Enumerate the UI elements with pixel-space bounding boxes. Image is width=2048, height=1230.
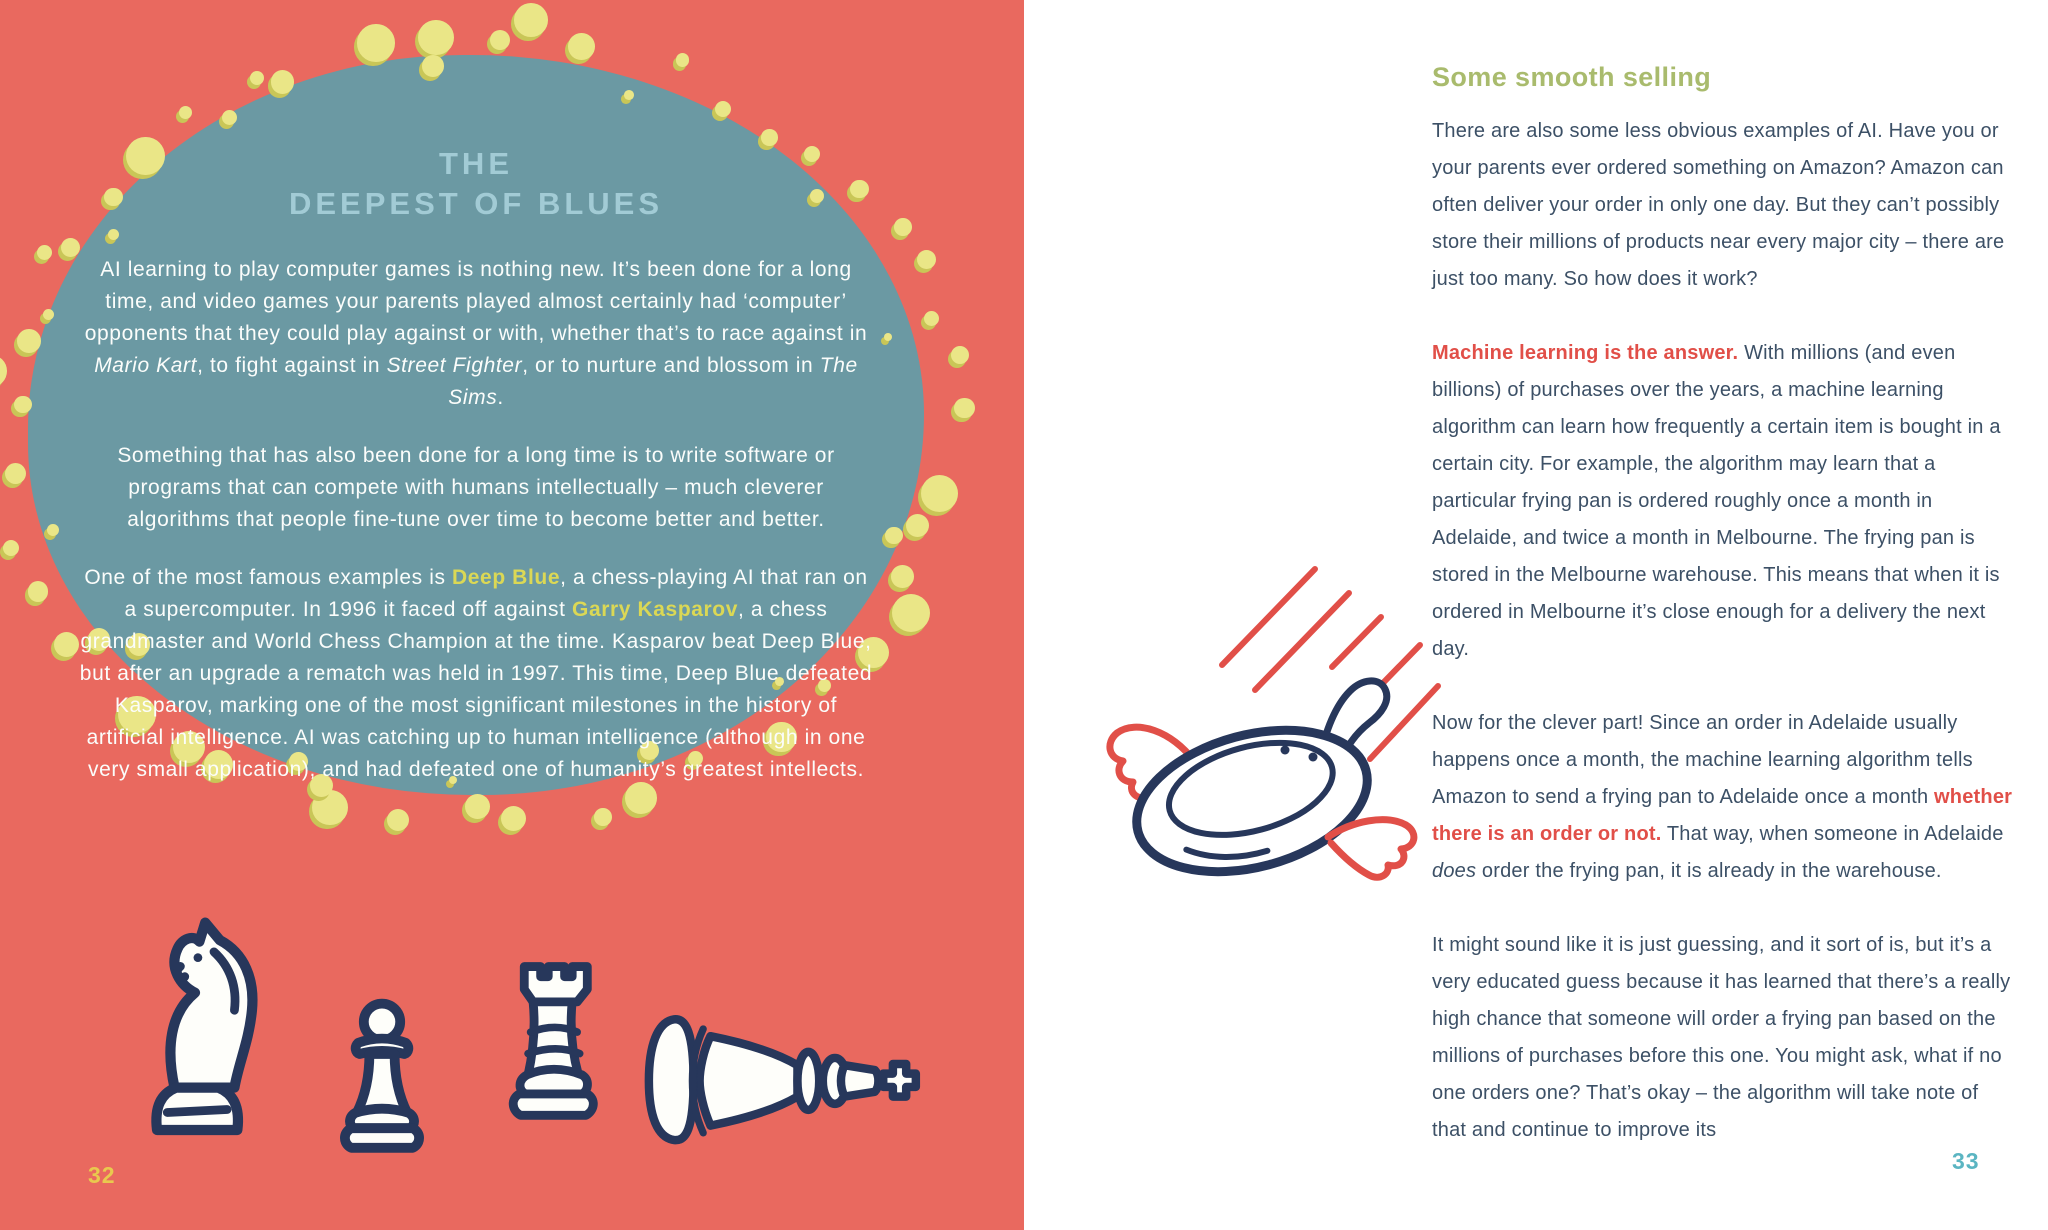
decorative-dot — [917, 250, 936, 269]
text-run: AI learning to play computer games is nothing new. It’s been done for a long time, and video games your parents played almost certainly had ‘computer’ opponents that they could play against or with, whether that’s to race against in — [84, 258, 868, 345]
decorative-dot — [37, 245, 52, 260]
decorative-dot — [906, 514, 929, 537]
emphasized-text: Deep Blue — [452, 566, 561, 589]
decorative-dot — [418, 20, 453, 55]
text-run: Now for the clever part! Since an order in Adelaide usually happens once a month, the machine learning algorithm tells Amazon to send a frying pan to Adelaide once a month — [1432, 712, 1973, 808]
decorative-dot — [568, 33, 595, 60]
decorative-dot — [422, 55, 444, 77]
paragraph — [76, 562, 876, 786]
emphasized-text: The Sims — [448, 354, 858, 409]
speed-line — [1332, 617, 1381, 667]
emphasized-text: Garry Kasparov — [572, 598, 739, 621]
emphasized-text: whether there is an order or not. — [1432, 786, 2013, 845]
decorative-dot — [5, 463, 26, 484]
decorative-dot — [885, 527, 902, 544]
text-run: , a chess grandmaster and World Chess Champion at the time. Kasparov beat Deep Blue, but after an upgrade a rematch was held in 1997. This time, Deep Blue defeated Kasparov, marking one of the most significant milestones in the history of artificial intelligence. AI was catching up to human intelligence (although in one very small application), and had defeated one of humanity’s greatest intellects. — [79, 598, 873, 781]
paragraph — [1432, 335, 2014, 668]
page-number-left: 32 — [88, 1162, 116, 1188]
pawn-chess-piece-illustration — [326, 998, 438, 1159]
emphasized-text: does — [1432, 860, 1477, 882]
page-number-right: 33 — [1952, 1148, 1980, 1174]
text-run: order the frying pan, it is already in the warehouse. — [1476, 860, 1942, 882]
paragraph — [1432, 113, 2014, 298]
decorative-dot — [28, 581, 49, 602]
decorative-dot — [924, 311, 939, 326]
decorative-dot — [892, 594, 930, 632]
decorative-dot — [271, 70, 294, 93]
decorative-dot — [594, 808, 612, 826]
article — [76, 118, 876, 786]
text-run: , or to nurture and blossom in — [522, 354, 820, 377]
flying-frying-pan-illustration — [1072, 553, 1454, 899]
text-run: That way, when someone in Adelaide — [1661, 823, 2004, 845]
decorative-dot — [921, 475, 958, 512]
title-line-1: THE — [439, 146, 513, 181]
pan-eye — [1309, 753, 1318, 762]
decorative-dot — [387, 809, 409, 831]
paragraph — [76, 254, 876, 414]
decorative-dot — [891, 565, 914, 588]
speed-line — [1222, 569, 1315, 665]
text-run: One of the most famous examples is — [84, 566, 452, 589]
text-run: Something that has also been done for a long time is to write software or programs that can compete with humans intellectually – much cleverer algorithms that people fine-tune over time to become better and better. — [117, 444, 835, 531]
decorative-dot — [624, 90, 634, 100]
emphasized-text: Mario Kart — [94, 354, 198, 377]
text-run: . — [497, 386, 504, 409]
decorative-dot — [514, 3, 548, 37]
decorative-dot — [951, 346, 969, 364]
pan-eye — [1281, 746, 1290, 755]
decorative-dot — [715, 101, 731, 117]
decorative-dot — [490, 30, 510, 50]
paragraph — [1432, 705, 2014, 890]
paragraph — [1432, 927, 2014, 1149]
speed-line — [1255, 593, 1349, 690]
text-column — [1432, 62, 2014, 1186]
text-run: It might sound like it is just guessing, and it sort of is, but it’s a very educated guess because it has learned that there’s a really high chance that someone will order a frying pan based on the millions of purchases before this one. You might ask, what if no one orders one? That’s okay – the algorithm will take note of that and continue to improve its — [1432, 934, 2011, 1141]
fallen-king-chess-piece-illustration — [638, 1012, 940, 1151]
text-run: With millions (and even billions) of purchases over the years, a machine learning algorithm can learn how frequently a certain item is bought in a certain city. For example, the algorithm may learn that a particular frying pan is ordered roughly once a month in Adelaide, and twice a month in Melbourne. The frying pan is stored in the Melbourne warehouse. This means that when it is ordered in Melbourne it’s close enough for a delivery the next day. — [1432, 342, 2001, 660]
knight-chess-piece-illustration — [122, 902, 268, 1136]
right-page — [1024, 0, 2048, 1230]
right-wing — [1328, 820, 1414, 878]
decorative-dot — [3, 540, 19, 556]
article-title — [76, 144, 876, 224]
emphasized-text: Street Fighter — [386, 354, 523, 377]
emphasized-text: Machine learning is the answer. — [1432, 342, 1739, 364]
section-heading: Some smooth selling — [1432, 62, 1712, 92]
decorative-dot — [250, 71, 264, 85]
decorative-dot — [501, 806, 526, 831]
decorative-dot — [0, 355, 7, 387]
decorative-dot — [954, 398, 974, 418]
decorative-dot — [17, 329, 41, 353]
text-run: , a chess-playing AI that ran on a supercomputer. In 1996 it faced off against — [124, 566, 868, 621]
decorative-dot — [625, 782, 657, 814]
rook-chess-piece-illustration — [494, 956, 610, 1136]
decorative-dot — [676, 53, 689, 66]
decorative-dot — [357, 24, 394, 61]
decorative-dot — [14, 396, 32, 414]
title-line-2: DEEPEST OF BLUES — [288, 186, 664, 221]
decorative-dot — [465, 794, 490, 819]
text-run: There are also some less obvious examples of AI. Have you or your parents ever ordered something on Amazon? Amazon can often deliver your order in only one day. But they can’t possibly store their millions of products near every major city – there are just too many. So how does it work? — [1432, 120, 2005, 290]
text-run: , to fight against in — [197, 354, 387, 377]
paragraph — [76, 440, 876, 536]
decorative-dot — [894, 218, 912, 236]
